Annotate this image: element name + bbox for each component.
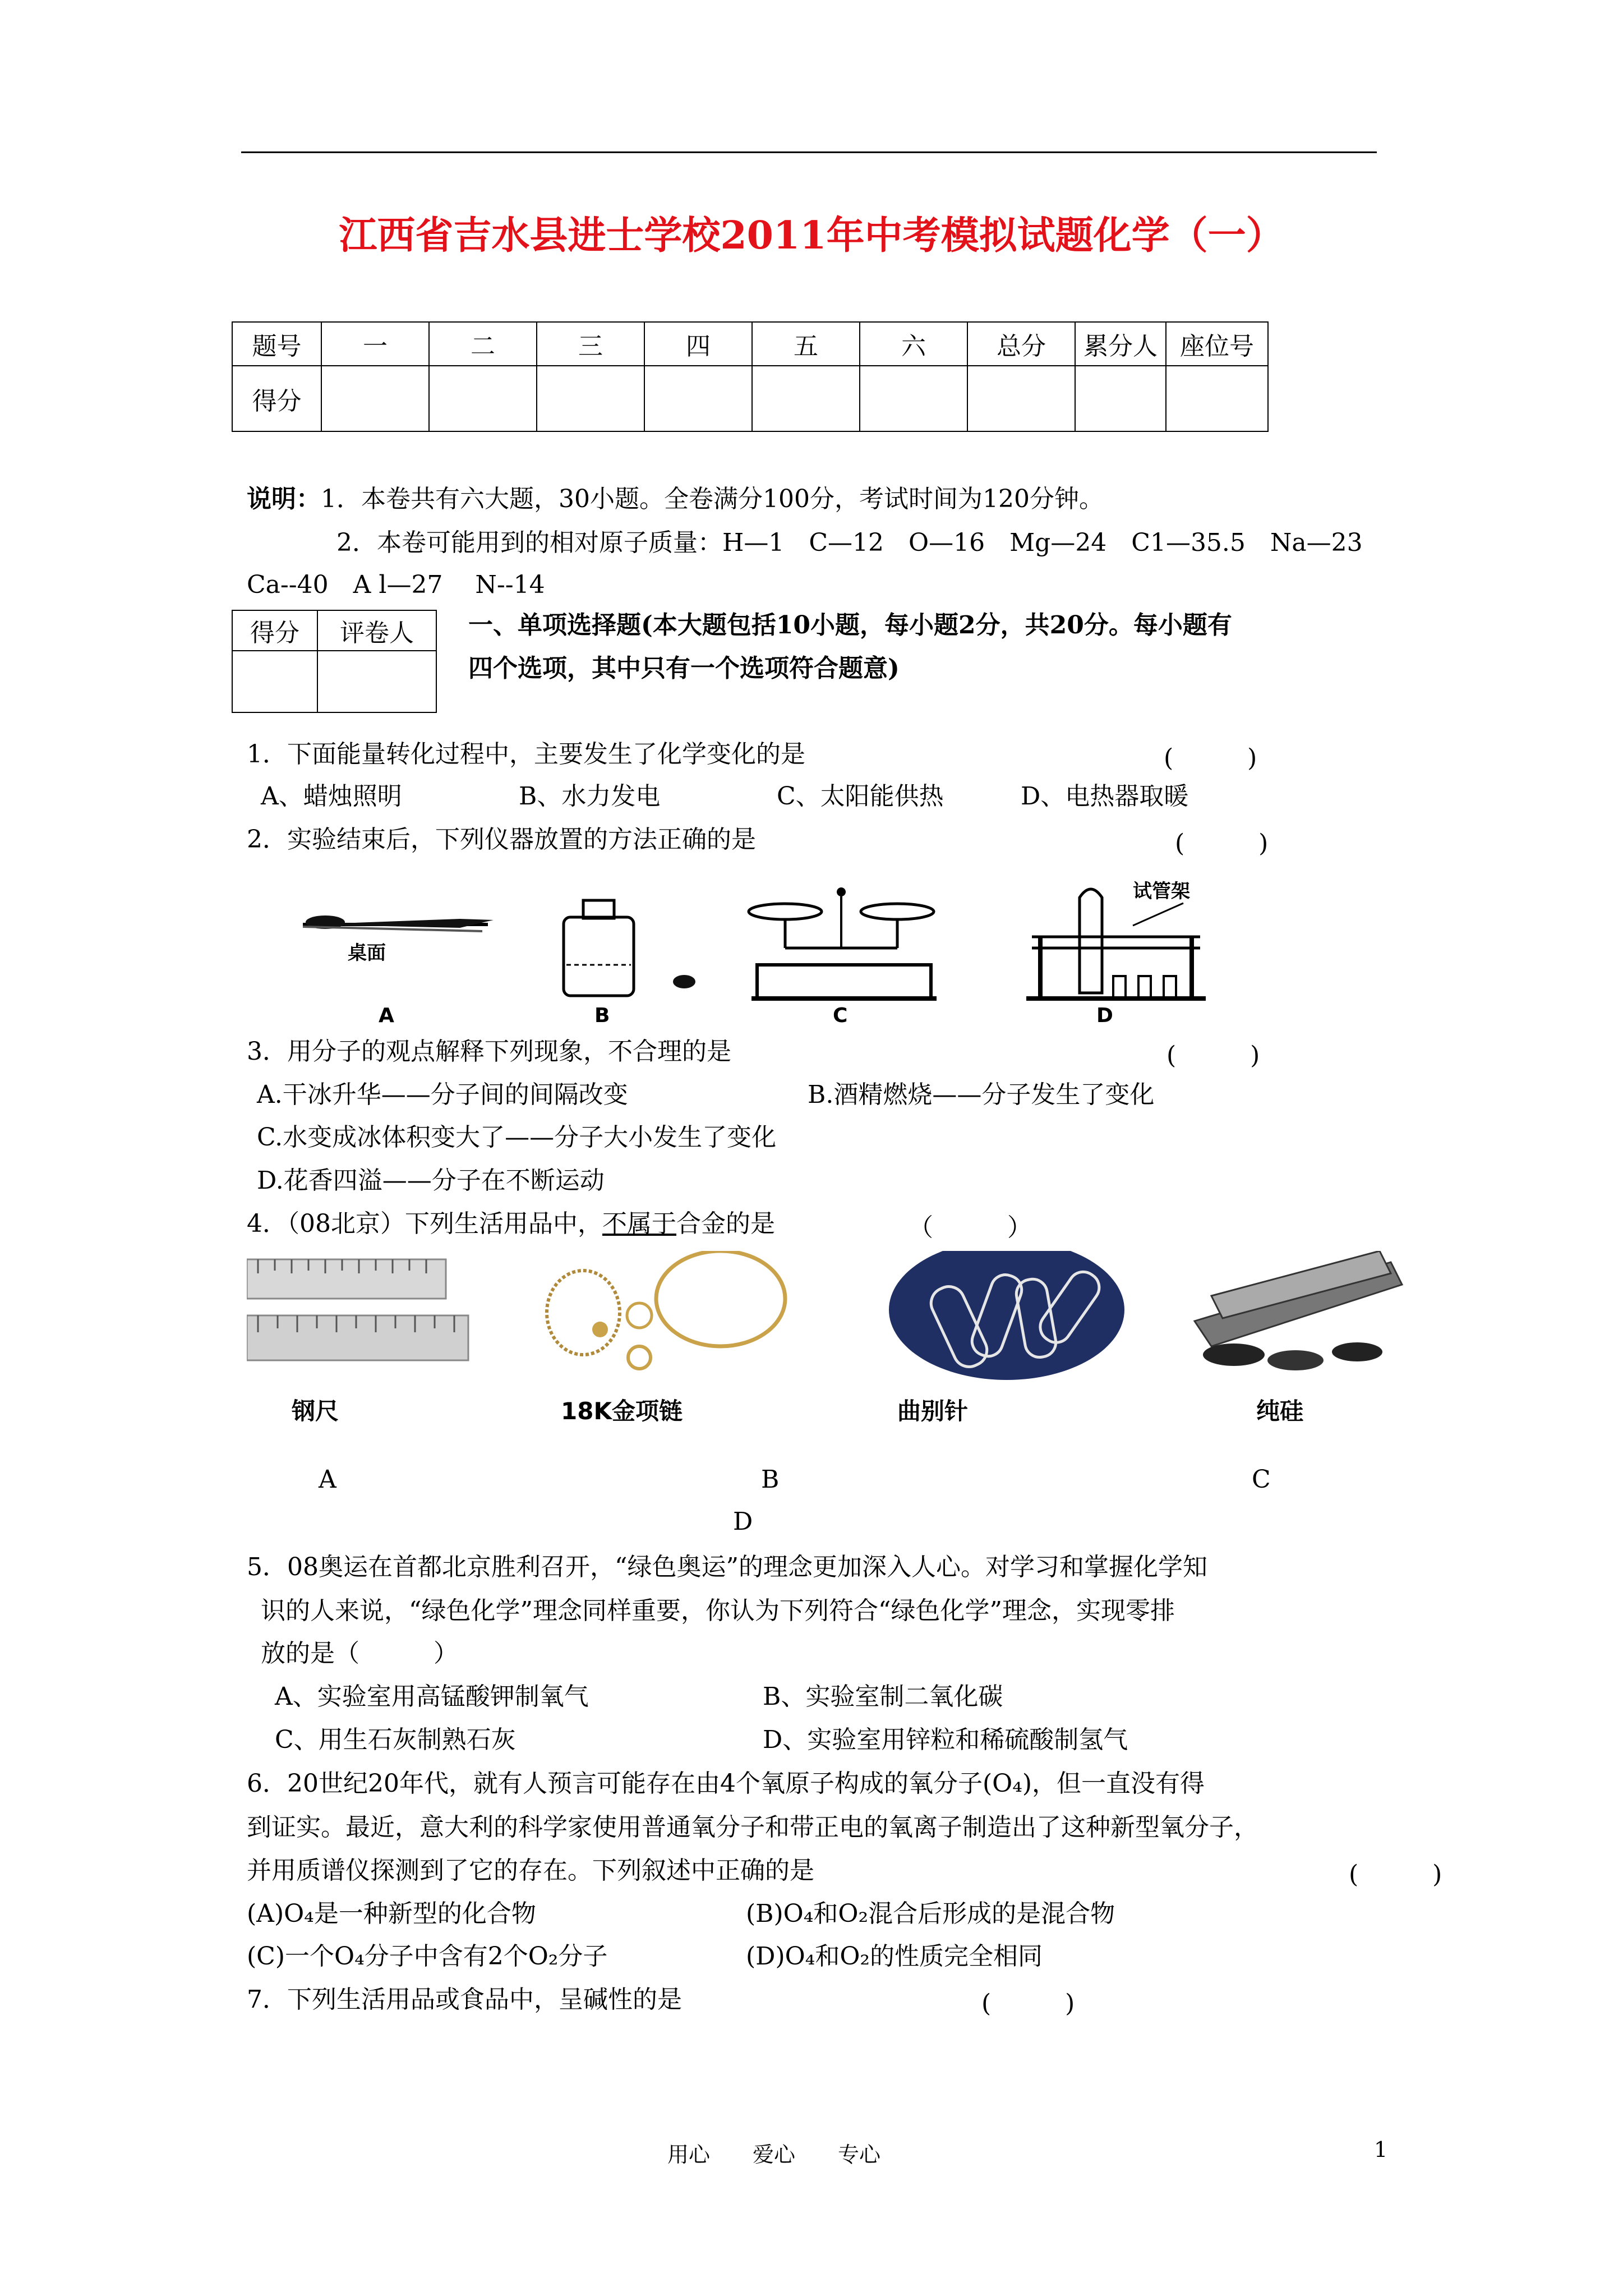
q5-stem-line1: 5．08奥运在首都北京胜利召开，“绿色奥运”的理念更加深入人心。对学习和掌握化学知 [247, 1553, 1207, 1581]
instructions-text: 1．本卷共有六大题，30小题。全卷满分100分，考试时间为120分钟。 [321, 485, 1104, 513]
score-cell[interactable] [644, 366, 752, 431]
q6-option-d: (D)O₄和O₂的性质完全相同 [746, 1942, 1043, 1971]
q7-stem: 7．下列生活用品或食品中，呈碱性的是 [247, 1985, 682, 2014]
q5-stem-line3[interactable]: 放的是（ ） [261, 1639, 458, 1668]
q6-option-b: (B)O₄和O₂混合后形成的是混合物 [746, 1899, 1115, 1928]
q3-stem: 3．用分子的观点解释下列现象，不合理的是 [247, 1037, 731, 1066]
score-cell[interactable] [1075, 366, 1166, 431]
q4-products-figure [247, 1251, 1413, 1436]
instructions-line3: Ca--40 A l—27 N--14 [247, 570, 545, 599]
score-cell[interactable] [860, 366, 967, 431]
section1-heading-line1: 一、单项选择题(本大题包括10小题，每小题2分，共20分。每小题有 [468, 611, 1232, 639]
q2-answer-paren[interactable]: ( ) [1175, 829, 1269, 858]
grader-name-header: 评卷人 [317, 610, 436, 651]
q4-stem-prefix: 4．（08北京）下列生活用品中， [247, 1209, 602, 1238]
score-cell[interactable] [967, 366, 1075, 431]
score-cell[interactable] [537, 366, 644, 431]
instructions-line1 [247, 482, 1104, 516]
q4-option-c-label: C [1252, 1465, 1271, 1494]
score-header-cell: 累分人 [1075, 322, 1166, 366]
q2-figure-label-d: D [1096, 1004, 1113, 1027]
instructions-line2: 2．本卷可能用到的相对原子质量：H—1 C—12 O—16 Mg—24 C1—35.5 Na—23 [336, 528, 1363, 557]
q5-option-d: D、实验室用锌粒和稀硫酸制氢气 [763, 1726, 1128, 1754]
page-number: 1 [1374, 2137, 1388, 2162]
footer-motto: 用心 爱心 专心 [667, 2142, 881, 2167]
score-table [232, 321, 1269, 432]
q5-option-a: A、实验室用高锰酸钾制氧气 [275, 1682, 589, 1711]
score-header-cell: 六 [860, 322, 967, 366]
q6-stem-line1: 6．20世纪20年代，就有人预言可能存在由4个氧原子构成的氧分子(O₄)，但一直没有得 [247, 1769, 1205, 1798]
q2-figure-label-c: C [833, 1004, 848, 1027]
q1-option-a: A、蜡烛照明 [261, 782, 402, 811]
score-header-cell: 一 [321, 322, 429, 366]
score-header-cell: 五 [752, 322, 860, 366]
score-cell[interactable] [429, 366, 537, 431]
steel-ruler-image [247, 1259, 468, 1360]
paper-clip-image [889, 1251, 1124, 1380]
score-cell[interactable] [752, 366, 860, 431]
grader-table [232, 610, 437, 713]
q2-figure-label-a: A [379, 1004, 394, 1027]
score-row-label: 得分 [232, 366, 321, 431]
q4-answer-paren[interactable]: （ ） [909, 1213, 1032, 1242]
grader-score-header: 得分 [232, 610, 317, 651]
score-cell[interactable] [1166, 366, 1268, 431]
q3-option-c: C.水变成冰体积变大了——分子大小发生了变化 [257, 1123, 777, 1152]
q6-option-a: (A)O₄是一种新型的化合物 [247, 1899, 536, 1928]
q4-stem-underlined: 不属于 [602, 1209, 676, 1238]
q6-stem-line2: 到证实。最近，意大利的科学家使用普通氧分子和带正电的氧离子制造出了这种新型氧分子， [247, 1813, 1258, 1842]
q2-figure-label-b: B [594, 1004, 610, 1027]
balance-image [749, 887, 937, 999]
score-header-cell: 三 [537, 322, 644, 366]
q3-option-d: D.花香四溢——分子在不断运动 [257, 1166, 605, 1195]
q5-option-b: B、实验室制二氧化碳 [763, 1682, 1003, 1711]
q1-option-c: C、太阳能供热 [777, 782, 944, 811]
silicon-image [1195, 1251, 1402, 1370]
score-header-cell: 四 [644, 322, 752, 366]
q4-stem-suffix: 合金的是 [676, 1209, 775, 1238]
gold-necklace-image [547, 1251, 785, 1369]
q5-stem-line2: 识的人来说，“绿色化学”理念同样重要，你认为下列符合“绿色化学”理念，实现零排 [261, 1596, 1175, 1625]
q1-option-d: D、电热器取暖 [1021, 782, 1189, 811]
q4-stem [247, 1207, 775, 1241]
instructions-label: 说明： [247, 485, 321, 513]
dropper-on-desk-image [303, 915, 494, 964]
q1-option-b: B、水力发电 [519, 782, 661, 811]
q4-caption-silicon: 纯硅 [1256, 1397, 1304, 1425]
bottle-image [564, 900, 695, 996]
q4-option-a-label: A [319, 1465, 336, 1494]
rack-label: 试管架 [1133, 881, 1190, 903]
test-tube-rack-image [1026, 881, 1206, 999]
q4-caption-paper-clip: 曲别针 [897, 1397, 969, 1425]
q4-caption-steel-ruler: 钢尺 [292, 1397, 339, 1425]
grader-score-cell[interactable] [232, 651, 317, 712]
q4-option-b-label: B [761, 1465, 780, 1494]
q5-option-c: C、用生石灰制熟石灰 [275, 1726, 516, 1754]
q2-apparatus-figure [292, 881, 1290, 1032]
q1-answer-paren[interactable]: ( ) [1164, 744, 1257, 772]
grader-name-cell[interactable] [317, 651, 436, 712]
page-title: 江西省吉水县进士学校2011年中考模拟试题化学（一） [339, 213, 1284, 258]
q3-answer-paren[interactable]: ( ) [1166, 1041, 1260, 1070]
q1-stem: 1．下面能量转化过程中，主要发生了化学变化的是 [247, 740, 805, 769]
q7-answer-paren[interactable]: ( ) [981, 1989, 1075, 2018]
score-header-cell: 总分 [967, 322, 1075, 366]
section1-heading-line2: 四个选项，其中只有一个选项符合题意) [468, 654, 900, 683]
q6-option-c: (C)一个O₄分子中含有2个O₂分子 [247, 1942, 608, 1971]
q4-option-d-label: D [733, 1507, 753, 1536]
score-header-cell: 二 [429, 322, 537, 366]
header-rule [241, 151, 1377, 153]
desk-label: 桌面 [348, 942, 386, 964]
q2-stem: 2．实验结束后，下列仪器放置的方法正确的是 [247, 825, 756, 854]
q3-option-b: B.酒精燃烧——分子发生了变化 [808, 1080, 1155, 1109]
score-cell[interactable] [321, 366, 429, 431]
score-header-cell: 座位号 [1166, 322, 1268, 366]
q4-caption-gold-necklace: 18K金项链 [561, 1397, 683, 1425]
q3-option-a: A.干冰升华——分子间的间隔改变 [257, 1080, 628, 1109]
q6-stem-line3: 并用质谱仪探测到了它的存在。下列叙述中正确的是 [247, 1856, 814, 1885]
q6-answer-paren[interactable]: ( ) [1349, 1860, 1442, 1889]
score-header-cell: 题号 [232, 322, 321, 366]
